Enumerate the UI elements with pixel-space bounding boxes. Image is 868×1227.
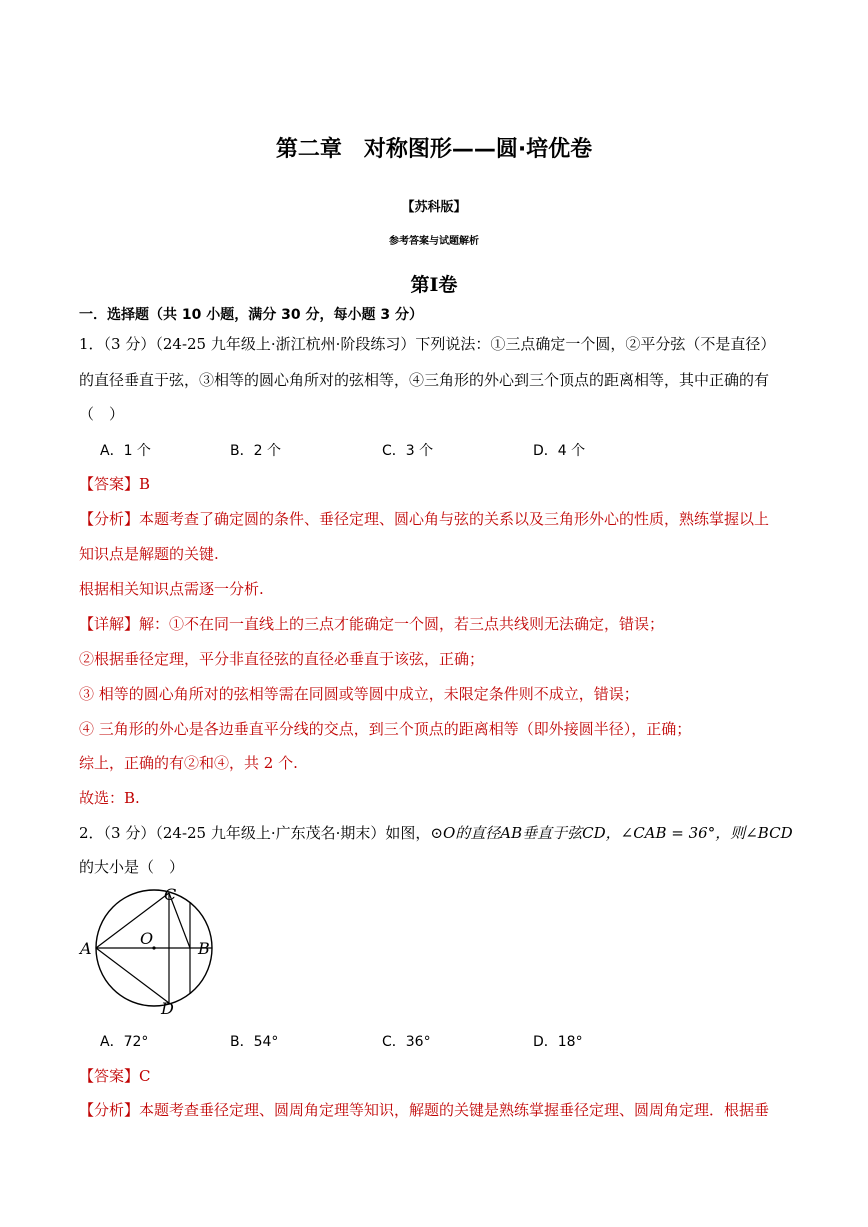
q1-line2: 的直径垂直于弦，③相等的圆心角所对的弦相等，④三角形的外心到三个顶点的距离相等，其中正确的有 [79, 371, 770, 389]
q2-option-a: A．72° [100, 1034, 149, 1050]
q1-analysis-line1: 【分析】本题考查了确定圆的条件、垂径定理、圆心角与弦的关系以及三角形外心的性质，熟练掌握以上 [79, 510, 770, 528]
page-title: 第二章 对称图形——圆·培优卷 [275, 137, 593, 162]
label-c: C [164, 885, 177, 904]
q2-answer: 【答案】C [79, 1067, 151, 1085]
q2-line1-prefix: 2．（3 分）（24-25 九年级上·广东茂名·期末）如图， [79, 824, 431, 842]
section-heading: 一．选择题（共 10 小题，满分 30 分，每小题 3 分） [79, 307, 423, 323]
q1-summary: 综上，正确的有②和④，共 2 个. [79, 754, 298, 772]
circle-figure [76, 884, 226, 1019]
segment-ad [96, 948, 169, 1003]
q1-answer: 【答案】B [79, 475, 151, 493]
segment-ac [96, 893, 169, 948]
q1-line3: （ ） [79, 405, 125, 423]
q1-option-b: B．2 个 [230, 443, 281, 459]
label-b: B [198, 939, 210, 958]
label-o: O [140, 929, 154, 948]
subtitle: 参考答案与试题解析 [389, 236, 479, 247]
q2-analysis-line1: 【分析】本题考查垂径定理、圆周角定理等知识，解题的关键是熟练掌握垂径定理、圆周角定理．根据垂 [79, 1101, 770, 1119]
q2-line2: 的大小是（ ） [79, 858, 185, 876]
label-d: D [161, 999, 174, 1018]
q2-option-b: B．54° [230, 1034, 279, 1050]
q1-detail-line4: ④ 三角形的外心是各边垂直平分线的交点，到三个顶点的距离相等（即外接圆半径），正确； [79, 720, 692, 738]
q1-option-d: D．4 个 [533, 443, 586, 459]
q1-option-a: A．1 个 [100, 443, 151, 459]
q2-option-c: C．36° [382, 1034, 431, 1050]
q1-choose: 故选：B. [79, 789, 140, 807]
q1-analysis-line2: 知识点是解题的关键. [79, 545, 219, 563]
q1-detail-line2: ②根据垂径定理，平分非直径弦的直径必垂直于该弦，正确； [79, 650, 485, 668]
q1-detail-line1: 【详解】解：①不在同一直线上的三点才能确定一个圆，若三点共线则无法确定，错误； [79, 615, 665, 633]
q2-line1 [79, 823, 793, 843]
q1-line1: 1．（3 分）（24-25 九年级上·浙江杭州·阶段练习）下列说法：①三点确定一个圆，②平分弦（不是直径） [79, 335, 776, 353]
q1-option-c: C．3 个 [382, 443, 434, 459]
q1-detail-line3: ③ 相等的圆心角所对的弦相等需在同圆或等圆中成立，未限定条件则不成立，错误； [79, 685, 639, 703]
q2-line1-math: ⊙O的直径AB垂直于弦CD，∠CAB = 36°，则∠BCD [430, 824, 793, 842]
volume-heading: 第Ⅰ卷 [410, 274, 458, 296]
q1-analysis-line3: 根据相关知识点需逐一分析. [79, 580, 264, 598]
edition-label: 【苏科版】 [401, 200, 467, 215]
label-a: A [80, 939, 92, 958]
q2-option-d: D．18° [533, 1034, 583, 1050]
